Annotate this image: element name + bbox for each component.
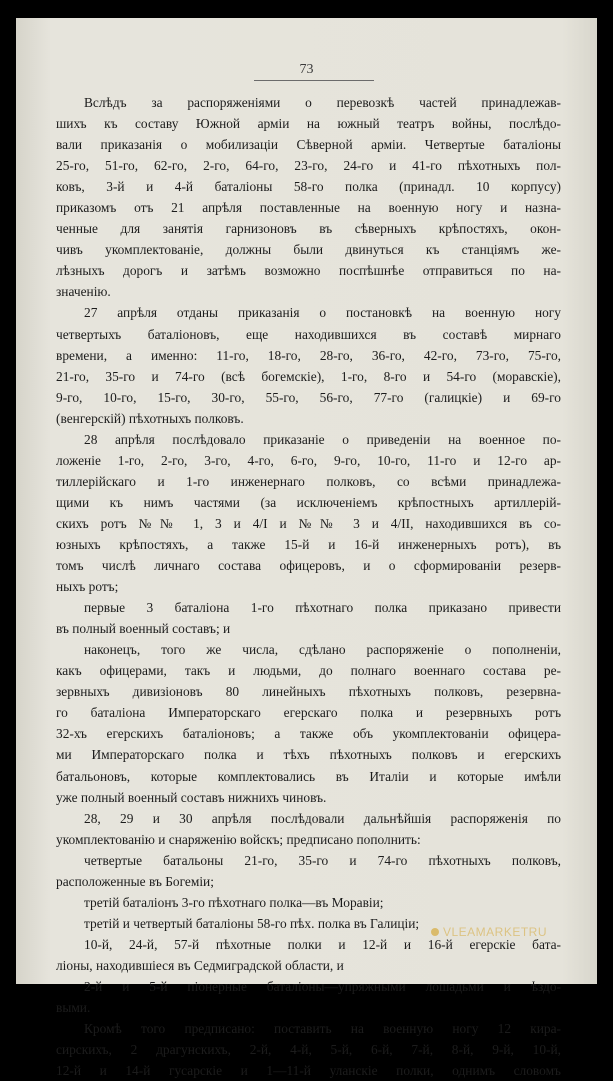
text-line: уже полный военный составъ нижнихъ чиновъ. (56, 789, 327, 805)
text-line: зервныхъ дивизіоновъ 80 линейныхъ пѣхотныхъ полковъ, резервна- (56, 684, 561, 700)
text-line: щими къ нимъ частями (за исключеніемъ крѣпостныхъ артиллерій- (56, 494, 561, 510)
text-line: ченные для занятія гарнизоновъ въ сѣверныхъ крѣпостяхъ, окон- (56, 221, 561, 237)
text-line: 28, 29 и 30 апрѣля послѣдовали дальнѣйшія распоряженія по (84, 810, 561, 826)
book-page (16, 18, 597, 1079)
header-rule (254, 80, 374, 81)
text-line: ліоны, находившіеся въ Седмиградской области, и (56, 957, 344, 973)
text-line: ковъ, 3-й и 4-й баталіоны 58-го полка (принадл. 10 корпусу) (56, 179, 561, 195)
watermark-text: VLEAMARKETRU (442, 925, 547, 939)
text-line: вали приказанія о мобилизаціи Сѣверной арміи. Четвертые баталіоны (56, 137, 561, 153)
watermark (431, 925, 547, 939)
text-line: юзныхъ крѣпостяхъ, а также 15-й и 16-й инженерныхъ ротъ), въ (56, 536, 561, 552)
text-line: томъ числѣ личнаго состава офицеровъ, и о сформированіи резерв- (56, 558, 561, 574)
text-line: ложеніе 1-го, 2-го, 3-го, 4-го, 6-го, 9-го, 10-го, 11-го и 12-го ар- (56, 452, 561, 468)
text-line: шихъ къ составу Южной арміи на южный театръ войны, послѣдо- (56, 116, 561, 132)
text-line: третій и четвертый баталіоны 58-го пѣх. полка въ Галиціи; (84, 915, 420, 931)
text-line: наконецъ, того же числа, сдѣлано распоряженіе о пополненіи, (84, 642, 561, 658)
text-line: го баталіона Императорскаго егерскаго полка и резервныхъ ротъ (56, 705, 561, 721)
text-line: тиллерійскаго и 1-го инженернаго полковъ, со всѣми принадлежа- (56, 473, 561, 489)
text-line: въ полный военный составъ; и (56, 621, 231, 637)
text-line: 2-й и 5-й піонерные баталіоны—упряжными лошадьми и ѣздо- (84, 978, 561, 994)
text-line: сирскихъ, 2 драгунскихъ, 2-й, 4-й, 5-й, 6-й, 7-й, 8-й, 9-й, 10-й, (56, 1042, 561, 1058)
text-line: 28 апрѣля послѣдовало приказаніе о приведеніи на военное по- (84, 431, 561, 447)
text-line: укомплектованію и снаряженію войскъ; предписано пополнить: (56, 831, 421, 847)
text-line: ныхъ ротъ; (56, 579, 119, 595)
watermark-logo-icon (431, 928, 439, 936)
text-line: лѣзныхъ дорогъ и затѣмъ возможно поспѣшнѣе отправиться по на- (56, 263, 561, 279)
text-line: чивъ укомплектованіе, должны были двинуться къ станціямъ же- (56, 242, 561, 258)
text-line: третій баталіонъ 3-го пѣхотнаго полка—въ Моравіи; (84, 894, 384, 910)
text-line: 10-й, 24-й, 57-й пѣхотные полки и 12-й и 16-й егерскіе бата- (84, 936, 561, 952)
text-line: времени, а именно: 11-го, 18-го, 28-го, 36-го, 42-го, 73-го, 75-го, (56, 347, 561, 363)
text-line: (венгерскій) пѣхотныхъ полковъ. (56, 410, 244, 426)
text-line: четвертыхъ баталіоновъ, еще находившихся въ составѣ мирнаго (56, 326, 561, 342)
text-line: 9-го, 10-го, 15-го, 30-го, 55-го, 56-го, 77-го (галицкіе) и 69-го (56, 389, 561, 405)
text-line: выми. (56, 1000, 91, 1016)
text-line: 21-го, 35-го и 74-го (всѣ богемскіе), 1-го, 8-го и 54-го (моравскіе), (56, 368, 561, 384)
text-line: первые 3 баталіона 1-го пѣхотнаго полка приказано привести (84, 600, 561, 616)
text-line: 25-го, 51-го, 62-го, 2-го, 64-го, 23-го, 24-го и 41-го пѣхотныхъ пол- (56, 158, 561, 174)
text-line: батальоновъ, которые комплектовались въ Италіи и которые имѣли (56, 768, 561, 784)
text-line: Кромѣ того предписано: поставить на военную ногу 12 кира- (84, 1021, 561, 1037)
text-line: четвертые батальоны 21-го, 35-го и 74-го пѣхотныхъ полковъ, (84, 852, 561, 868)
text-line: 12-й и 14-й гусарскіе и 1—11-й уланскіе полки, однимъ словомъ (56, 1063, 561, 1079)
text-line: ми Императорскаго полка и тѣхъ пѣхотныхъ полковъ и егерскихъ (56, 747, 561, 763)
text-line: 32-хъ егерскихъ баталіоновъ; а также объ укомплектованіи офицера- (56, 726, 561, 742)
text-line: приказомъ отъ 21 апрѣля поставленные на военную ногу и назна- (56, 200, 561, 216)
text-line: 27 апрѣля отданы приказанія о постановкѣ на военную ногу (84, 305, 561, 321)
text-line: значенію. (56, 284, 111, 300)
text-line: расположенные въ Богеміи; (56, 873, 214, 889)
page-number: 73 (299, 62, 314, 77)
text-line: Вслѣдъ за распоряженіями о перевозкѣ частей принадлежав- (84, 95, 561, 110)
text-line: скихъ ротъ №№ 1, 3 и 4/I и №№ 3 и 4/II, находившихся въ со- (56, 515, 561, 531)
text-line: какъ офицерами, такъ и людьми, до полнаго военнаго состава ре- (56, 663, 561, 679)
